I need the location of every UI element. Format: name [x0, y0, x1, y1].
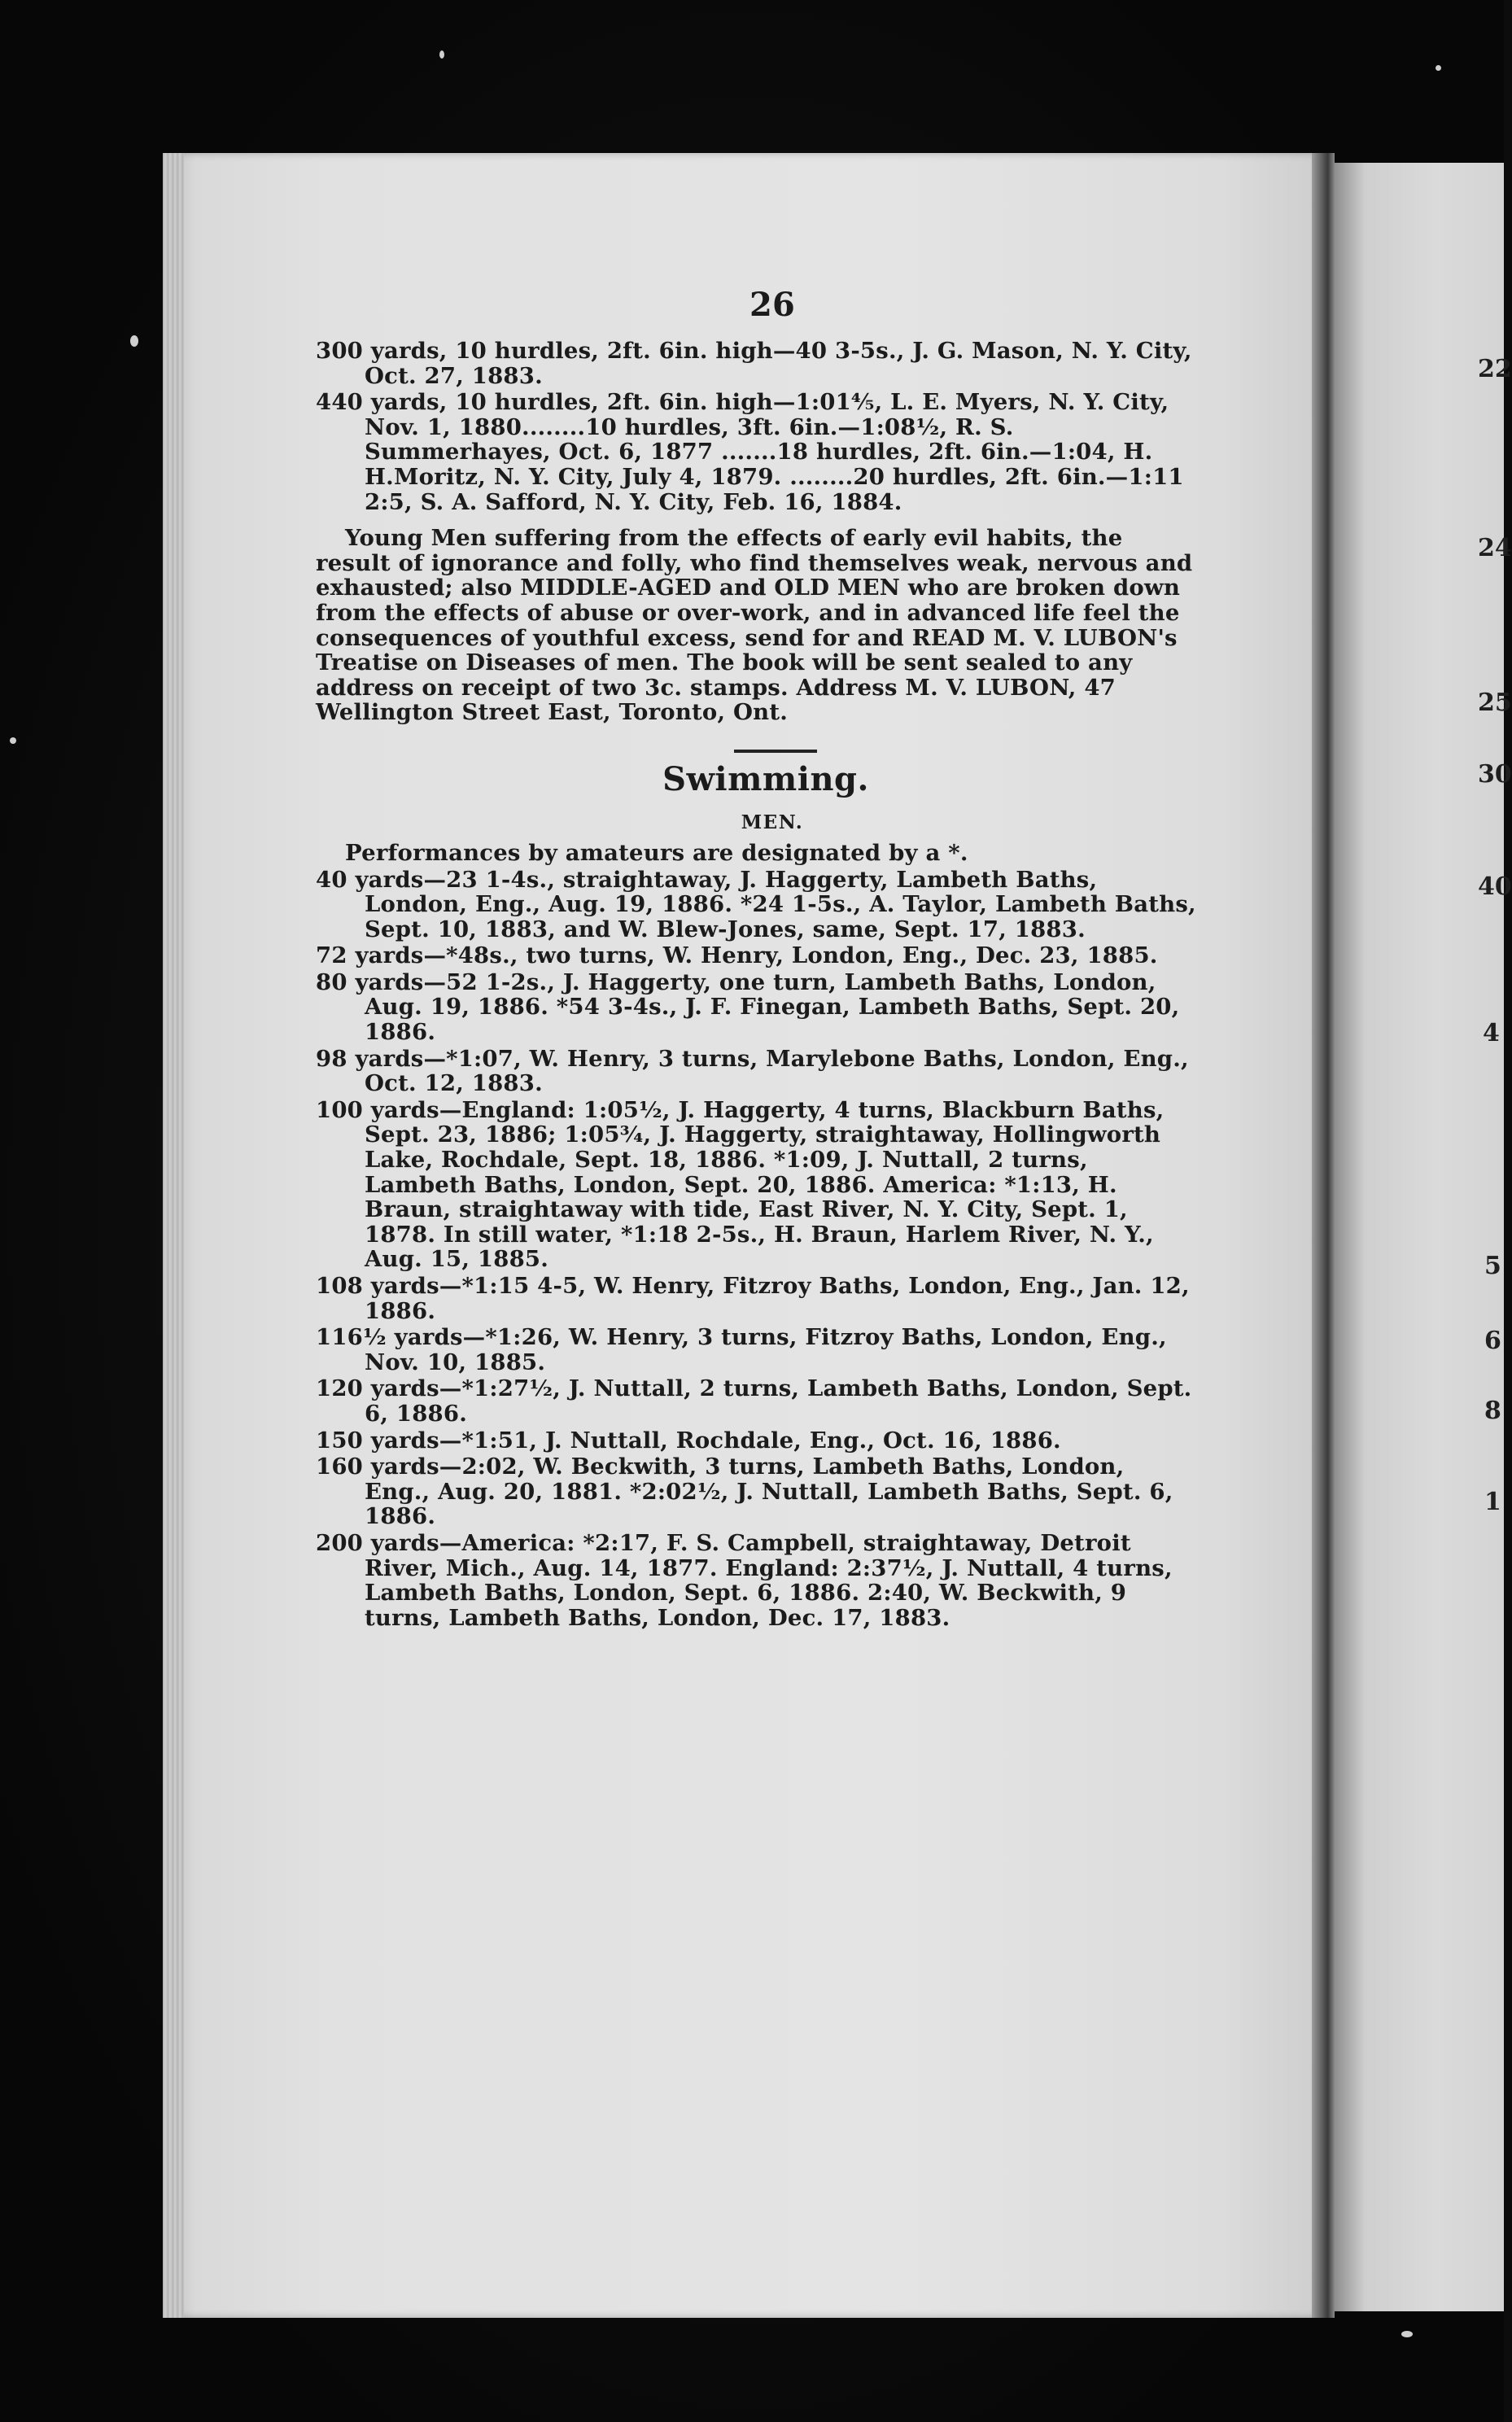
section-divider [734, 750, 817, 753]
facing-page [1335, 163, 1512, 2311]
hurdle-records [316, 339, 1196, 514]
record-entry: 200 yards—America: *2:17, F. S. Campbell, straightaway, Detroit River, Mich., Aug. 14, 1877. England: 2:37½, J. Nuttall, 4 turns, Lambeth Baths, London, Sept. 6, 1886. 2:40, W. Beckwith, 9 turns, Lambeth Baths, London, Dec. 17, 1883. [316, 1529, 1173, 1631]
dust-speck [10, 737, 16, 744]
facing-page-number: 25 [1478, 689, 1512, 717]
record-entry: 80 yards—52 1-2s., J. Haggerty, one turn, Lambeth Baths, London, Aug. 19, 1886. *54 3-4s., J. F. Finegan, Lambeth Baths, Sept. 20, 1886. [316, 968, 1180, 1046]
facing-page-number: 8 [1484, 1397, 1501, 1425]
dust-speck [1436, 65, 1441, 71]
dust-speck [130, 335, 138, 347]
record-entry: 440 yards, 10 hurdles, 2ft. 6in. high—1:01⅘, L. E. Myers, N. Y. City, Nov. 1, 1880........10 hurdles, 3ft. 6in.—1:08½, R. S. Summerhayes, Oct. 6, 1877 .......18 hurdles, 2ft. 6in.—1:04, H. H.Moritz, N. Y. City, July 4, 1879. ........20 hurdles, 2ft. 6in.—1:11 2:5, S. A. Safford, N. Y. City, Feb. 16, 1884. [316, 389, 1184, 515]
record-entry: 160 yards—2:02, W. Beckwith, 3 turns, Lambeth Baths, London, Eng., Aug. 20, 1881. *2:02½, J. Nuttall, Lambeth Baths, Sept. 6, 1886. [316, 1454, 1173, 1530]
record-entry: 40 yards—23 1-4s., straightaway, J. Haggerty, Lambeth Baths, London, Eng., Aug. 19, 1886. *24 1-5s., A. Taylor, Lambeth Baths, Sept. 10, 1883, and W. Blew-Jones, same, Sept. 17, 1883. [316, 866, 1196, 942]
record-entry: 72 yards—*48s., two turns, W. Henry, London, Eng., Dec. 23, 1885. [316, 942, 1158, 969]
book-spine [1312, 153, 1335, 2318]
page-text [316, 286, 1196, 1632]
swimming-records [316, 868, 1196, 1631]
section-subtitle: MEN. [741, 811, 804, 833]
page-number: 26 [749, 286, 796, 324]
facing-page-number: 22 [1478, 355, 1512, 383]
section-title: Swimming. [662, 759, 869, 798]
page-edge [163, 153, 184, 2318]
record-entry: 100 yards—England: 1:05½, J. Haggerty, 4 turns, Blackburn Baths, Sept. 23, 1886; 1:05¾, J. Haggerty, straightaway, Hollingworth Lake, Rochdale, Sept. 18, 1886. *1:09, J. Nuttall, 2 turns, Lambeth Baths, London, Sept. 20, 1886. America: *1:13, H. Braun, straightaway with tide, East River, N. Y. City, Sept. 1, 1878. In still water, *1:18 2-5s., H. Braun, Harlem River, N. Y., Aug. 15, 1885. [316, 1096, 1165, 1273]
facing-page-number: 24 [1478, 534, 1512, 562]
facing-page-number: 1 [1484, 1488, 1501, 1516]
dust-speck [439, 50, 444, 59]
facing-page-number: 40 [1478, 872, 1512, 901]
record-entry: 120 yards—*1:27½, J. Nuttall, 2 turns, Lambeth Baths, London, Sept. 6, 1886. [316, 1375, 1192, 1427]
facing-page-number: 5 [1484, 1252, 1501, 1280]
record-entry: 116½ yards—*1:26, W. Henry, 3 turns, Fitzroy Baths, London, Eng., Nov. 10, 1885. [316, 1324, 1167, 1375]
dust-speck [1401, 2331, 1413, 2337]
facing-page-number: 4 [1483, 1019, 1500, 1047]
record-entry: 300 yards, 10 hurdles, 2ft. 6in. high—40 3-5s., J. G. Mason, N. Y. City, Oct. 27, 1883. [316, 338, 1192, 389]
record-entry: 98 yards—*1:07, W. Henry, 3 turns, Marylebone Baths, London, Eng., Oct. 12, 1883. [316, 1045, 1189, 1097]
advertisement: Young Men suffering from the effects of early evil habits, the result of ignorance and folly, who find themselves weak, nervous and exhausted; also MIDDLE-AGED and OLD MEN who are broken down from the effects of abuse or over-work, and in advanced life feel the consequences of youthful excess, send for and READ M. V. LUBON's Treatise on Diseases of men. The book will be sent sealed to any address on receipt of two 3c. stamps. Address M. V. LUBON, 47 Wellington Street East, Toronto, Ont. [316, 525, 1193, 726]
facing-page-number: 30 [1478, 760, 1512, 789]
record-entry: 108 yards—*1:15 4-5, W. Henry, Fitzroy Baths, London, Eng., Jan. 12, 1886. [316, 1273, 1190, 1324]
facing-page-number: 6 [1484, 1327, 1501, 1355]
amateur-note: Performances by amateurs are designated by a *. [345, 839, 968, 866]
record-entry: 150 yards—*1:51, J. Nuttall, Rochdale, Eng., Oct. 16, 1886. [316, 1427, 1061, 1454]
